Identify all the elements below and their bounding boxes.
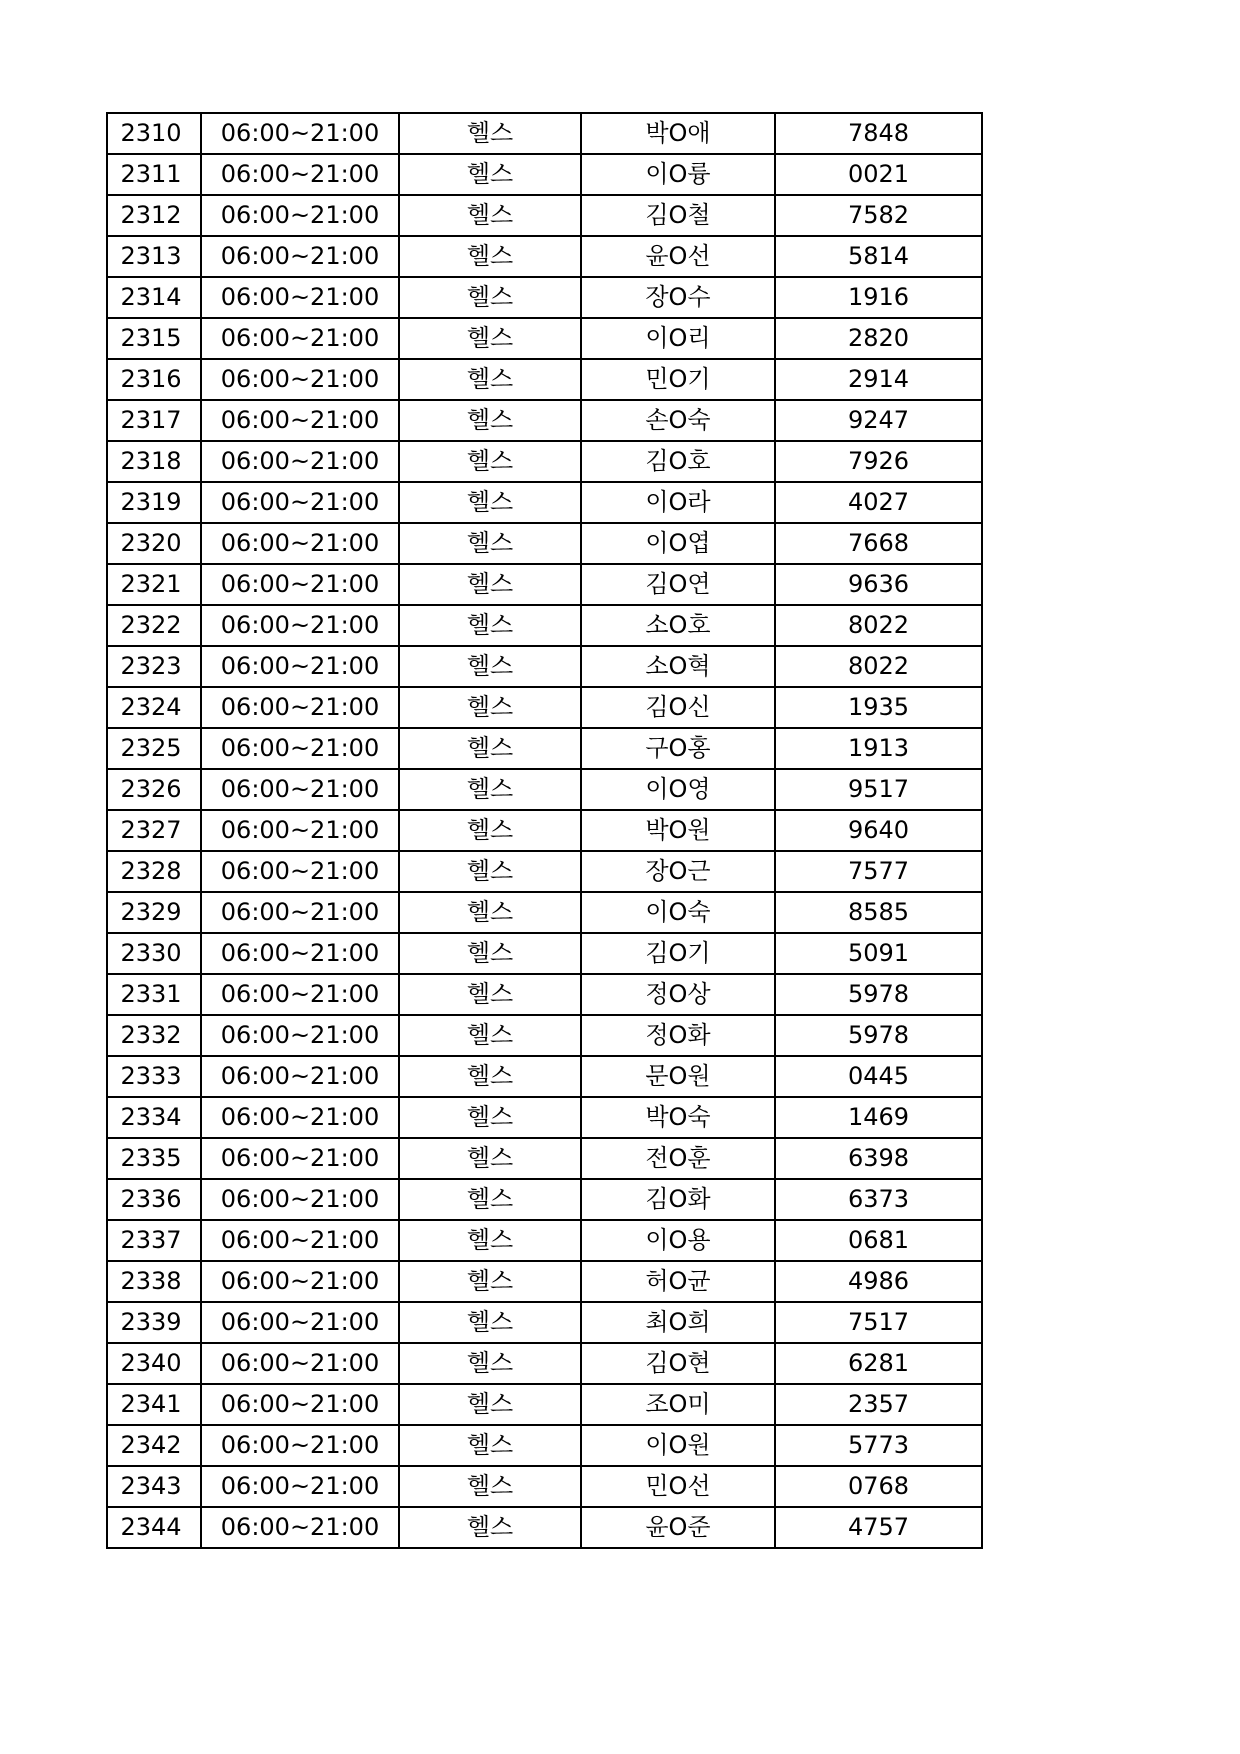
member-name-cell: 김O현 [581,1343,775,1384]
phone-suffix-cell: 5978 [775,974,982,1015]
hours-cell: 06:00~21:00 [201,851,399,892]
locker-number-cell: 2317 [107,400,201,441]
table-row [107,769,982,810]
phone-suffix-cell: 1916 [775,277,982,318]
program-cell: 헬스 [399,154,581,195]
hours-cell: 06:00~21:00 [201,195,399,236]
phone-suffix-cell: 4757 [775,1507,982,1548]
table-row [107,195,982,236]
phone-suffix-cell: 7577 [775,851,982,892]
phone-suffix-cell: 0681 [775,1220,982,1261]
locker-number-cell: 2316 [107,359,201,400]
program-cell: 헬스 [399,482,581,523]
table-row [107,236,982,277]
locker-number-cell: 2329 [107,892,201,933]
locker-number-cell: 2319 [107,482,201,523]
locker-number-cell: 2312 [107,195,201,236]
table-row [107,1138,982,1179]
program-cell: 헬스 [399,1179,581,1220]
phone-suffix-cell: 6281 [775,1343,982,1384]
table-row [107,113,982,154]
hours-cell: 06:00~21:00 [201,1466,399,1507]
program-cell: 헬스 [399,728,581,769]
phone-suffix-cell: 9517 [775,769,982,810]
phone-suffix-cell: 1913 [775,728,982,769]
program-cell: 헬스 [399,1425,581,1466]
member-name-cell: 박O원 [581,810,775,851]
member-name-cell: 김O호 [581,441,775,482]
table-row [107,974,982,1015]
roster-table-body [107,113,982,1548]
locker-number-cell: 2314 [107,277,201,318]
member-name-cell: 민O선 [581,1466,775,1507]
program-cell: 헬스 [399,605,581,646]
table-row [107,646,982,687]
table-row [107,1343,982,1384]
locker-number-cell: 2339 [107,1302,201,1343]
hours-cell: 06:00~21:00 [201,646,399,687]
member-name-cell: 김O신 [581,687,775,728]
member-name-cell: 이O영 [581,769,775,810]
program-cell: 헬스 [399,933,581,974]
hours-cell: 06:00~21:00 [201,1138,399,1179]
table-row [107,1179,982,1220]
phone-suffix-cell: 0021 [775,154,982,195]
hours-cell: 06:00~21:00 [201,359,399,400]
program-cell: 헬스 [399,1507,581,1548]
table-row [107,1425,982,1466]
locker-number-cell: 2338 [107,1261,201,1302]
hours-cell: 06:00~21:00 [201,892,399,933]
program-cell: 헬스 [399,195,581,236]
member-name-cell: 이O숙 [581,892,775,933]
program-cell: 헬스 [399,1343,581,1384]
member-name-cell: 문O원 [581,1056,775,1097]
locker-number-cell: 2325 [107,728,201,769]
phone-suffix-cell: 2914 [775,359,982,400]
program-cell: 헬스 [399,687,581,728]
program-cell: 헬스 [399,646,581,687]
locker-number-cell: 2318 [107,441,201,482]
hours-cell: 06:00~21:00 [201,1179,399,1220]
table-row [107,523,982,564]
table-row [107,154,982,195]
hours-cell: 06:00~21:00 [201,236,399,277]
program-cell: 헬스 [399,359,581,400]
program-cell: 헬스 [399,892,581,933]
program-cell: 헬스 [399,1097,581,1138]
hours-cell: 06:00~21:00 [201,1015,399,1056]
locker-number-cell: 2341 [107,1384,201,1425]
member-name-cell: 구O홍 [581,728,775,769]
member-name-cell: 소O호 [581,605,775,646]
hours-cell: 06:00~21:00 [201,1302,399,1343]
phone-suffix-cell: 7517 [775,1302,982,1343]
hours-cell: 06:00~21:00 [201,1220,399,1261]
locker-number-cell: 2330 [107,933,201,974]
hours-cell: 06:00~21:00 [201,564,399,605]
table-row [107,1097,982,1138]
member-name-cell: 이O리 [581,318,775,359]
table-row [107,482,982,523]
program-cell: 헬스 [399,523,581,564]
table-row [107,1261,982,1302]
locker-number-cell: 2315 [107,318,201,359]
locker-number-cell: 2331 [107,974,201,1015]
phone-suffix-cell: 9636 [775,564,982,605]
phone-suffix-cell: 7926 [775,441,982,482]
locker-number-cell: 2336 [107,1179,201,1220]
program-cell: 헬스 [399,1015,581,1056]
table-row [107,400,982,441]
member-name-cell: 이O원 [581,1425,775,1466]
locker-number-cell: 2344 [107,1507,201,1548]
hours-cell: 06:00~21:00 [201,400,399,441]
program-cell: 헬스 [399,1302,581,1343]
member-name-cell: 정O화 [581,1015,775,1056]
hours-cell: 06:00~21:00 [201,441,399,482]
table-row [107,1507,982,1548]
program-cell: 헬스 [399,1261,581,1302]
table-row [107,318,982,359]
phone-suffix-cell: 0768 [775,1466,982,1507]
table-row [107,1015,982,1056]
program-cell: 헬스 [399,318,581,359]
locker-number-cell: 2322 [107,605,201,646]
locker-number-cell: 2327 [107,810,201,851]
table-row [107,1384,982,1425]
phone-suffix-cell: 7848 [775,113,982,154]
phone-suffix-cell: 9247 [775,400,982,441]
member-name-cell: 민O기 [581,359,775,400]
table-row [107,851,982,892]
locker-number-cell: 2340 [107,1343,201,1384]
table-row [107,892,982,933]
program-cell: 헬스 [399,1220,581,1261]
member-name-cell: 조O미 [581,1384,775,1425]
phone-suffix-cell: 4986 [775,1261,982,1302]
locker-number-cell: 2334 [107,1097,201,1138]
table-row [107,605,982,646]
member-name-cell: 이O엽 [581,523,775,564]
program-cell: 헬스 [399,564,581,605]
phone-suffix-cell: 5773 [775,1425,982,1466]
hours-cell: 06:00~21:00 [201,1425,399,1466]
table-row [107,359,982,400]
member-name-cell: 윤O선 [581,236,775,277]
hours-cell: 06:00~21:00 [201,933,399,974]
hours-cell: 06:00~21:00 [201,1261,399,1302]
member-name-cell: 박O애 [581,113,775,154]
phone-suffix-cell: 9640 [775,810,982,851]
roster-table [106,112,983,1549]
phone-suffix-cell: 7668 [775,523,982,564]
member-name-cell: 최O희 [581,1302,775,1343]
locker-number-cell: 2324 [107,687,201,728]
hours-cell: 06:00~21:00 [201,318,399,359]
locker-number-cell: 2320 [107,523,201,564]
program-cell: 헬스 [399,236,581,277]
locker-number-cell: 2337 [107,1220,201,1261]
program-cell: 헬스 [399,769,581,810]
locker-number-cell: 2310 [107,113,201,154]
hours-cell: 06:00~21:00 [201,769,399,810]
member-name-cell: 김O기 [581,933,775,974]
hours-cell: 06:00~21:00 [201,277,399,318]
member-name-cell: 김O화 [581,1179,775,1220]
phone-suffix-cell: 2357 [775,1384,982,1425]
member-name-cell: 윤O준 [581,1507,775,1548]
phone-suffix-cell: 1935 [775,687,982,728]
phone-suffix-cell: 6373 [775,1179,982,1220]
member-name-cell: 이O라 [581,482,775,523]
phone-suffix-cell: 1469 [775,1097,982,1138]
program-cell: 헬스 [399,810,581,851]
locker-number-cell: 2313 [107,236,201,277]
table-row [107,1302,982,1343]
locker-number-cell: 2332 [107,1015,201,1056]
locker-number-cell: 2326 [107,769,201,810]
table-row [107,728,982,769]
hours-cell: 06:00~21:00 [201,154,399,195]
phone-suffix-cell: 2820 [775,318,982,359]
table-row [107,277,982,318]
hours-cell: 06:00~21:00 [201,974,399,1015]
hours-cell: 06:00~21:00 [201,605,399,646]
locker-number-cell: 2335 [107,1138,201,1179]
program-cell: 헬스 [399,1056,581,1097]
table-row [107,1056,982,1097]
member-name-cell: 이O륭 [581,154,775,195]
table-row [107,1220,982,1261]
table-row [107,1466,982,1507]
table-row [107,441,982,482]
program-cell: 헬스 [399,1384,581,1425]
hours-cell: 06:00~21:00 [201,113,399,154]
member-name-cell: 손O숙 [581,400,775,441]
hours-cell: 06:00~21:00 [201,687,399,728]
program-cell: 헬스 [399,1138,581,1179]
phone-suffix-cell: 5091 [775,933,982,974]
member-name-cell: 장O근 [581,851,775,892]
program-cell: 헬스 [399,974,581,1015]
member-name-cell: 장O수 [581,277,775,318]
hours-cell: 06:00~21:00 [201,1384,399,1425]
program-cell: 헬스 [399,1466,581,1507]
locker-number-cell: 2321 [107,564,201,605]
locker-number-cell: 2333 [107,1056,201,1097]
program-cell: 헬스 [399,851,581,892]
hours-cell: 06:00~21:00 [201,1056,399,1097]
program-cell: 헬스 [399,400,581,441]
member-name-cell: 박O숙 [581,1097,775,1138]
member-name-cell: 소O혁 [581,646,775,687]
member-name-cell: 김O철 [581,195,775,236]
member-name-cell: 전O훈 [581,1138,775,1179]
program-cell: 헬스 [399,441,581,482]
phone-suffix-cell: 5978 [775,1015,982,1056]
phone-suffix-cell: 4027 [775,482,982,523]
hours-cell: 06:00~21:00 [201,1343,399,1384]
member-name-cell: 이O용 [581,1220,775,1261]
phone-suffix-cell: 8022 [775,605,982,646]
hours-cell: 06:00~21:00 [201,1507,399,1548]
phone-suffix-cell: 5814 [775,236,982,277]
phone-suffix-cell: 7582 [775,195,982,236]
phone-suffix-cell: 8022 [775,646,982,687]
locker-number-cell: 2343 [107,1466,201,1507]
table-row [107,933,982,974]
member-name-cell: 허O균 [581,1261,775,1302]
table-row [107,810,982,851]
table-row [107,564,982,605]
locker-number-cell: 2311 [107,154,201,195]
program-cell: 헬스 [399,113,581,154]
phone-suffix-cell: 6398 [775,1138,982,1179]
table-row [107,687,982,728]
hours-cell: 06:00~21:00 [201,523,399,564]
phone-suffix-cell: 8585 [775,892,982,933]
program-cell: 헬스 [399,277,581,318]
hours-cell: 06:00~21:00 [201,810,399,851]
hours-cell: 06:00~21:00 [201,482,399,523]
locker-number-cell: 2323 [107,646,201,687]
hours-cell: 06:00~21:00 [201,728,399,769]
member-name-cell: 김O연 [581,564,775,605]
locker-number-cell: 2342 [107,1425,201,1466]
hours-cell: 06:00~21:00 [201,1097,399,1138]
locker-number-cell: 2328 [107,851,201,892]
phone-suffix-cell: 0445 [775,1056,982,1097]
member-name-cell: 정O상 [581,974,775,1015]
